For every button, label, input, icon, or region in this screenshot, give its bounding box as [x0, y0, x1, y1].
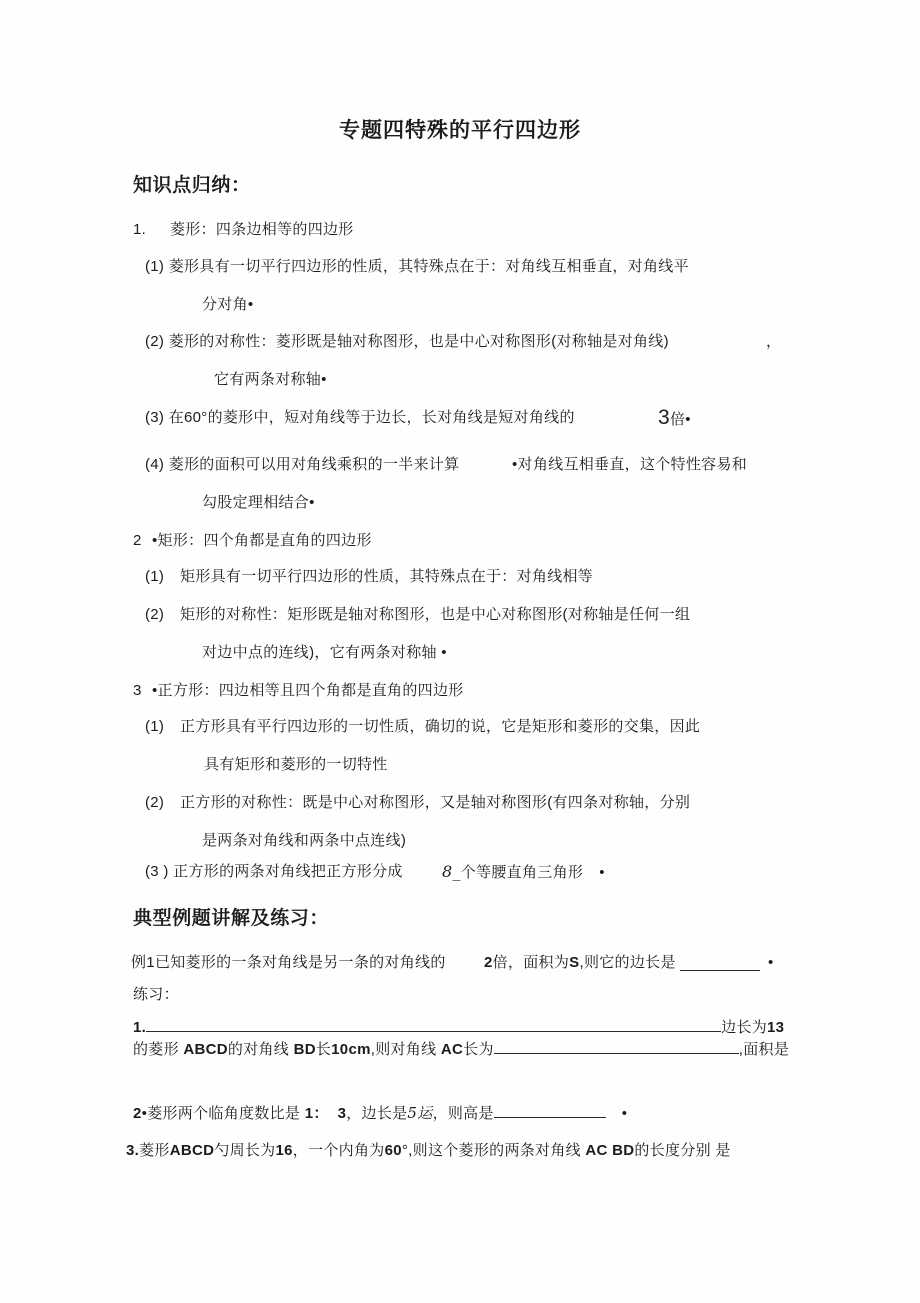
example-1 [131, 953, 774, 973]
times-value [658, 408, 691, 430]
end-dot: • [768, 954, 774, 971]
text: 长为 [463, 1041, 494, 1058]
variable-s: S [569, 954, 580, 971]
number-16: 16 [275, 1142, 293, 1159]
number-13: 13 [767, 1019, 785, 1036]
item-1-rhombus [133, 220, 354, 240]
ratio-1: 1： [304, 1105, 329, 1122]
example-text-end: ,则它的边长是 [579, 954, 676, 971]
rectangle-property-2-line-1 [145, 605, 690, 625]
item-text: •正方形：四边相等且四个角都是直角的四边形 [152, 682, 464, 699]
ratio-3: 3 [328, 1105, 347, 1122]
italic-side-length: 5运 [407, 1104, 433, 1122]
answer-group [442, 862, 605, 883]
text: 长 [315, 1041, 332, 1058]
item-3-square [133, 681, 464, 701]
property-text: (2) 菱形的对称性：菱形既是轴对称图形，也是中心对称图形(对称轴是对角线) [145, 333, 669, 350]
rhombus-property-2-line-1 [145, 332, 782, 352]
practice-1-line-2 [133, 1040, 789, 1060]
label-ac: AC [440, 1041, 464, 1058]
square-property-3 [145, 862, 605, 882]
number-60: 60 [384, 1142, 402, 1159]
property-text: (3) 在60°的菱形中，短对角线等于边长，长对角线是短对角线的 [145, 409, 575, 426]
text: 菱形 [139, 1142, 170, 1159]
property-text: (4) 菱形的面积可以用对角线乘积的一半来计算 [145, 456, 460, 473]
item-number: 1. [133, 1019, 147, 1036]
label-abcd: ABCD [169, 1142, 215, 1159]
label-bd: BD [293, 1041, 316, 1058]
text: ,面积是 [738, 1041, 790, 1058]
property-number: (1) [145, 568, 165, 585]
rhombus-property-1-line-2: 分对角• [202, 296, 254, 313]
answer-text: 个等腰直角三角形 [460, 864, 584, 881]
times-suffix: 倍• [669, 411, 691, 428]
square-property-2-line-2: 是两条对角线和两条中点连线) [202, 832, 407, 849]
practice-1-line-1 [133, 1018, 784, 1038]
item-number: 3. [126, 1142, 140, 1159]
item-text: 菱形：四条边相等的四边形 [170, 221, 354, 238]
text: 勺周长为 [214, 1142, 276, 1159]
rhombus-property-2-line-2: 它有两条对称轴• [214, 371, 327, 388]
text: ,则对角线 [370, 1041, 441, 1058]
text: ，一个内角为 [292, 1142, 385, 1159]
text: 的对角线 [227, 1041, 294, 1058]
rhombus-property-4-line-2: 勾股定理相结合• [202, 494, 315, 511]
item-number: 3 [133, 682, 142, 699]
end-dot: • [599, 864, 605, 881]
property-text: 矩形具有一切平行四边形的性质，其特殊点在于：对角线相等 [180, 568, 594, 585]
property-text: 正方形具有平行四边形的一切性质，确切的说，它是矩形和菱形的交集，因此 [180, 718, 701, 735]
blank-line [146, 1026, 721, 1032]
practice-2 [133, 1103, 627, 1123]
page-title: 专题四特殊的平行四边形 [339, 119, 581, 142]
example-continuation [484, 953, 676, 973]
text: ，则高是 [432, 1105, 494, 1122]
text: ，边长是 [346, 1105, 408, 1122]
item-text: •矩形：四个角都是直角的四边形 [152, 532, 372, 549]
property-text: 正方形的对称性：既是中心对称图形，又是轴对称图形(有四条对称轴，分别 [180, 794, 691, 811]
property-text: (3 ) 正方形的两条对角线把正方形分成 [145, 863, 403, 880]
example-text: 例1已知菱形的一条对角线是另一条的对角线的 [131, 954, 446, 971]
item-number: 1. [133, 221, 147, 238]
item-number: 2 [133, 532, 142, 549]
big-number-3: 3 [658, 406, 670, 429]
practice-label: 练习： [133, 986, 179, 1003]
rectangle-property-1 [145, 567, 593, 587]
text: °,则这个菱形的两条对角线 [401, 1142, 586, 1159]
heading-knowledge-points: 知识点归纳： [133, 175, 251, 196]
square-property-1-line-2: 具有矩形和菱形的一切特性 [204, 756, 388, 773]
number-2: 2 [484, 954, 493, 971]
text: 的长度分别 是 [634, 1142, 731, 1159]
property-number: (2) [145, 794, 165, 811]
blank-line [494, 1112, 606, 1118]
stray-comma: ， [766, 333, 782, 350]
square-property-1-line-1 [145, 717, 700, 737]
property-number: (2) [145, 606, 165, 623]
rhombus-property-3 [145, 406, 691, 429]
property-number: (1) [145, 718, 165, 735]
end-dot: • [621, 1105, 628, 1122]
example-text-mid: 倍，面积为 [492, 954, 570, 971]
rhombus-property-1-line-1: (1) 菱形具有一切平行四边形的性质，其特殊点在于：对角线互相垂直，对角线平 [145, 258, 689, 275]
blank-line [680, 965, 760, 971]
text: 的菱形 [133, 1041, 184, 1058]
text: •菱形两个临角度数比是 [141, 1105, 305, 1122]
blank-line [494, 1048, 739, 1054]
property-text: 矩形的对称性：矩形既是轴对称图形，也是中心对称图形(对称轴是任何一组 [180, 606, 691, 623]
heading-examples-practice: 典型例题讲解及练习： [133, 908, 330, 929]
rectangle-property-2-line-2: 对边中点的连线)，它有两条对称轴 • [202, 644, 447, 661]
practice-3 [126, 1141, 731, 1161]
italic-answer-8: 8_ [442, 862, 461, 881]
length-10cm: 10cm [331, 1041, 371, 1058]
label-ac-bd: AC BD [585, 1142, 635, 1159]
rhombus-property-4-line-1 [145, 455, 748, 475]
property-note: •对角线互相垂直，这个特性容易和 [512, 456, 748, 473]
tail-text: 边长为 [721, 1019, 768, 1036]
item-2-rectangle [133, 531, 372, 551]
item-number: 2 [133, 1105, 142, 1122]
square-property-2-line-1 [145, 793, 690, 813]
label-abcd: ABCD [183, 1041, 228, 1058]
